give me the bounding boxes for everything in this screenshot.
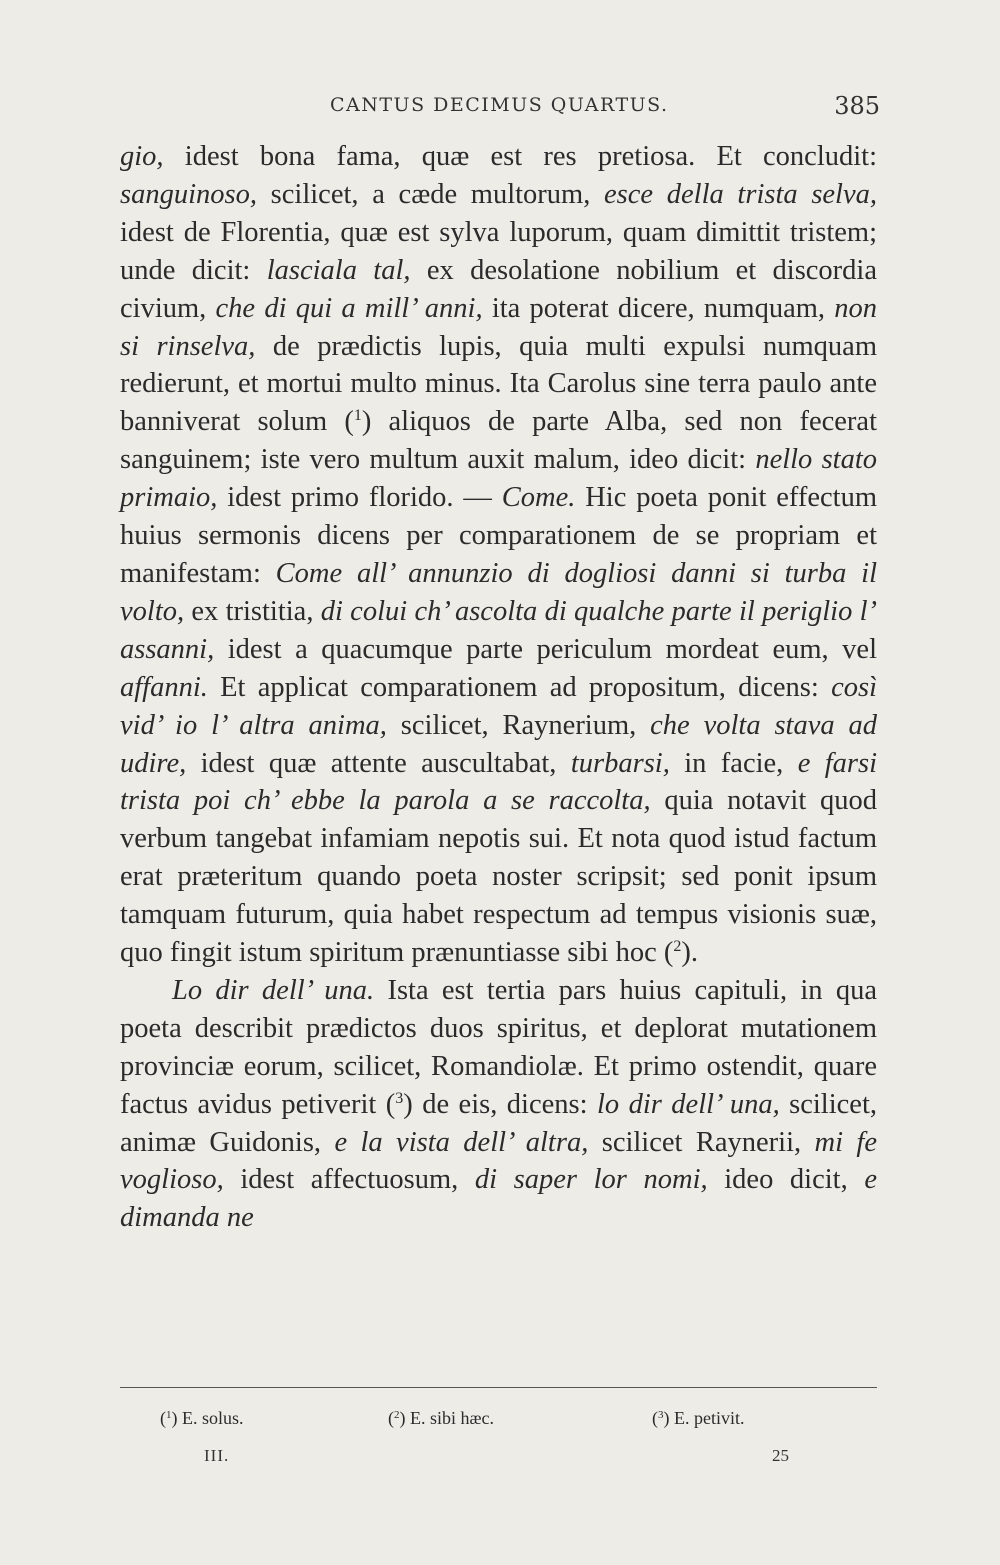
italic-phrase: turbarsi, [570,747,670,779]
text-run: idest a quacumque parte periculum mordeat eum, vel [214,633,877,665]
footnote-1 [160,1408,244,1429]
italic-phrase: sanguinoso, [120,178,257,210]
footnote-number: 1 [166,1409,172,1421]
footnote-number: 3 [658,1409,664,1421]
footnote-ref: 3 [395,1089,404,1107]
footnote-3 [652,1408,744,1429]
text-run: ex tristitia, [184,595,321,627]
italic-phrase: affanni. [120,671,208,703]
footnotes [120,1408,877,1432]
footnote-2 [388,1408,494,1429]
text-run: idest de Florentia, quæ est sylva luporum, quam dimittit tristem; unde dicit: [120,216,877,286]
text-run: ) de eis, dicens: [403,1088,597,1120]
footnote-ref: 2 [673,938,682,956]
text-run: Et applicat comparationem ad propositum, dicens: [207,671,832,703]
italic-phrase: mi fe voglioso, [120,1126,877,1196]
italic-phrase: di saper lor nomi, [474,1164,708,1196]
text-run: Hic poeta ponit effectum huius sermonis dicens per comparationem de se propriam et manifestam: [120,482,877,589]
footnote-ref: 1 [353,407,362,425]
footnote-paren: ( [388,1408,394,1428]
italic-phrase: di colui ch’ ascolta di qualche parte il periglio l’ assanni, [120,595,878,665]
italic-phrase: e farsi trista poi ch’ ebbe la parola a se raccolta, [120,747,878,817]
text-run: ). [681,937,698,969]
text-run: idest primo florido. — [217,482,502,514]
footnote-text: ) E. sibi hæc. [399,1408,494,1428]
text-run: ideo dicit, [707,1164,865,1196]
italic-phrase: che di qui a mill’ anni, [215,292,483,324]
italic-phrase: Lo dir dell’ una. [172,974,375,1006]
page-number: 385 [834,92,880,120]
main-text [120,138,877,1237]
italic-phrase: che volta stava ad udire, [120,709,877,779]
text-run: quia notavit quod verbum tangebat infamiam nepotis sui. Et nota quod istud factum erat præteritum quando poeta noster scripsit; sed ponit ipsum tamquam futurum, quia habet respectum ad tempus visionis suæ, quo fingit istum spiritum prænuntiasse sibi hoc ( [120,785,877,969]
text-run: Ista est tertia pars huius capituli, in qua poeta describit prædictos duos spiritus, et deplorat mutationem provinciæ eorum, scilicet, Romandiolæ. Et primo ostendit, quare factus avidus petiverit ( [120,974,877,1120]
footnote-paren: ( [160,1408,166,1428]
text-run: ex desolatione nobilium et discordia civium, [120,254,877,324]
text-run: in facie, [669,747,798,779]
text-run: scilicet, animæ Guidonis, [120,1088,877,1158]
text-run: scilicet Raynerii, [588,1126,815,1158]
footnote-number: 2 [394,1409,400,1421]
text-run: idest bona fama, quæ est res pretiosa. Et concludit: [163,141,877,172]
text-run: scilicet, Raynerium, [386,709,651,741]
text-run: scilicet, a cæde multorum, [256,178,605,210]
italic-phrase: nello stato primaio, [120,444,877,514]
italic-phrase: Come. [501,482,576,514]
italic-phrase: Come all’ annunzio di dogliosi danni si turba il volto, [120,557,877,627]
text-run: ita poterat dicere, numquam, [482,292,835,324]
italic-phrase: non si rinselva, [120,292,878,362]
running-head: CANTUS DECIMUS QUARTUS. [330,94,669,116]
italic-phrase: lo dir dell’ una, [596,1088,780,1120]
footnote-divider [120,1387,877,1388]
footnote-text: ) E. solus. [171,1408,244,1428]
italic-phrase: lasciala tal, [266,254,411,286]
italic-phrase: esce della trista selva, [604,178,877,210]
text-run: de prædictis lupis, quia multi expulsi numquam redierunt, et mortui multo minus. Ita Carolus sine terra paulo ante banniverat solum ( [120,330,877,438]
italic-phrase: e la vista dell’ altra, [334,1126,589,1158]
printer-signature [120,1446,877,1470]
text-run: ) aliquos de parte Alba, sed non fecerat sanguinem; iste vero multum auxit malum, ideo dicit: [120,406,877,476]
italic-phrase: gio, [120,141,164,172]
footnote-paren: ( [652,1408,658,1428]
gathering-number: 25 [772,1446,789,1465]
text-run: idest affectuosum, [223,1164,475,1196]
footnote-text: ) E. petivit. [663,1408,745,1428]
paragraph-1 [120,138,877,972]
italic-phrase: così vid’ io l’ altra anima, [120,671,877,741]
paragraph-2 [120,972,877,1237]
italic-phrase: e dimanda ne [120,1164,877,1234]
text-run: idest quæ attente auscultabat, [186,747,571,779]
volume-mark: III. [204,1446,230,1465]
page-header [120,92,880,122]
